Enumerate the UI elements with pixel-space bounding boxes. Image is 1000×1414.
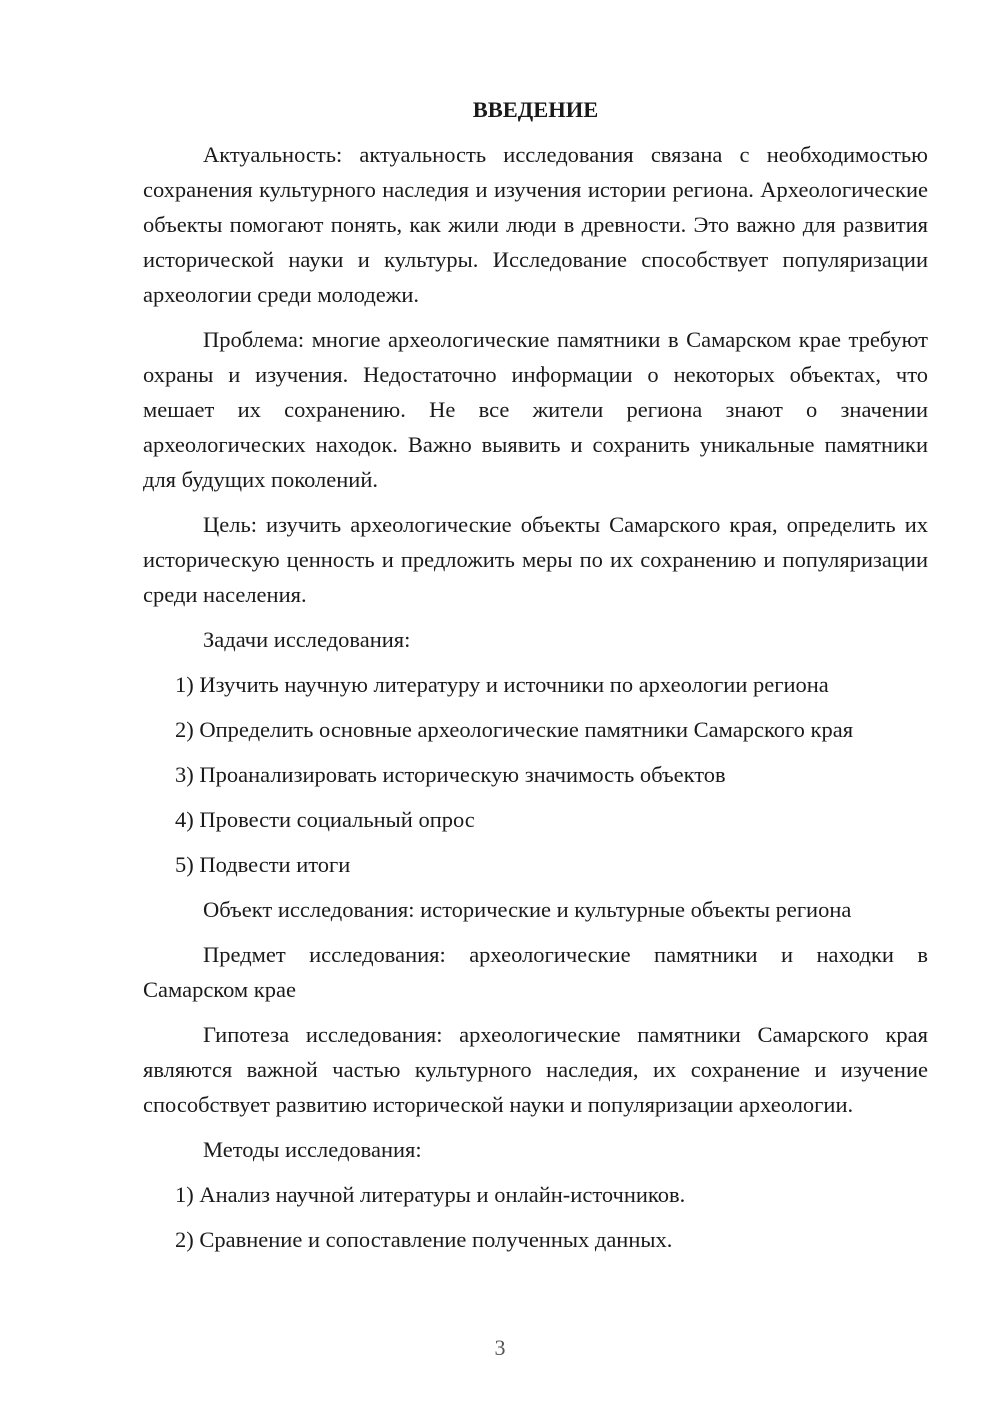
list-item: 2) Определить основные археологические памятники Самарского края xyxy=(175,717,854,742)
tasks-heading: Задачи исследования: xyxy=(203,627,411,652)
list-item: 1) Анализ научной литературы и онлайн-источников. xyxy=(175,1182,686,1207)
tasks-list xyxy=(143,667,928,882)
page-number: 3 xyxy=(494,1335,506,1360)
list-item: 1) Изучить научную литературу и источники по археологии региона xyxy=(175,672,829,697)
list-item: 5) Подвести итоги xyxy=(175,852,351,877)
subject-paragraph: Предмет исследования: археологические памятники и находки в Самарском крае xyxy=(143,942,928,1002)
list-item: 3) Проанализировать историческую значимость объектов xyxy=(175,762,726,787)
list-item: 2) Сравнение и сопоставление полученных данных. xyxy=(175,1227,673,1252)
list-item: 4) Провести социальный опрос xyxy=(175,807,475,832)
object-paragraph: Объект исследования: исторические и культурные объекты региона xyxy=(203,897,852,922)
relevance-paragraph: Актуальность: актуальность исследования связана с необходимостью сохранения культурного наследия и изучения истории региона. Археологические объекты помогают понять, как жили люди в древности. Это важно для развития исторической науки и культуры. Исследование способствует популяризации археологии среди молодежи. xyxy=(143,142,928,307)
problem-paragraph: Проблема: многие археологические памятники в Самарском крае требуют охраны и изучения. Недостаточно информации о некоторых объектах, что мешает их сохранению. Не все жители региона знают о значении археологических находок. Важно выявить и сохранить уникальные памятники для будущих поколений. xyxy=(143,327,928,492)
document-page xyxy=(143,92,928,1267)
methods-list xyxy=(143,1177,928,1257)
hypothesis-paragraph: Гипотеза исследования: археологические памятники Самарского края являются важной частью культурного наследия, их сохранение и изучение способствует развитию исторической науки и популяризации археологии. xyxy=(143,1022,928,1117)
goal-paragraph: Цель: изучить археологические объекты Самарского края, определить их историческую ценность и предложить меры по их сохранению и популяризации среди населения. xyxy=(143,512,928,607)
document-title: ВВЕДЕНИЕ xyxy=(472,97,599,122)
methods-heading: Методы исследования: xyxy=(203,1137,422,1162)
